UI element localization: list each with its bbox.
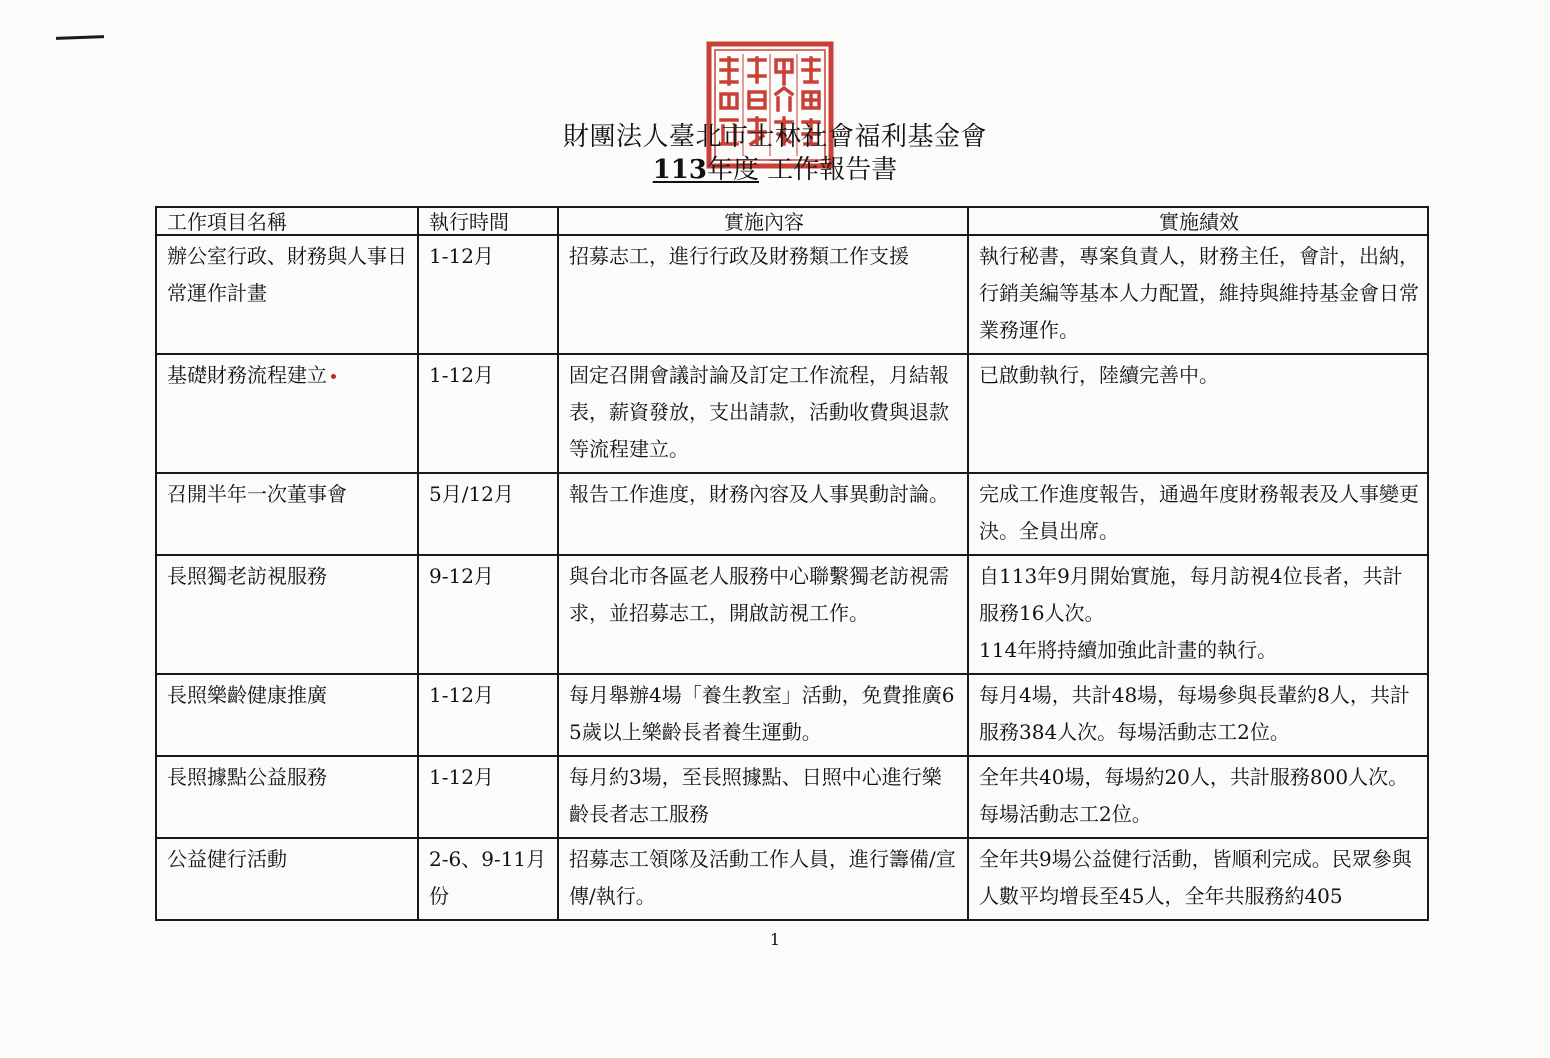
cell-content: 每月舉辦4場「養生教室」活動，免費推廣65歲以上樂齡長者養生運動。 <box>558 674 968 756</box>
cell-content: 固定召開會議討論及訂定工作流程，月結報表，薪資發放，支出請款，活動收費與退款等流程建立。 <box>558 354 968 473</box>
cell-time: 1-12月 <box>418 756 558 838</box>
cell-result: 每月4場，共計48場，每場參與長輩約8人，共計服務384人次。每場活動志工2位。 <box>968 674 1428 756</box>
cell-result: 完成工作進度報告，通過年度財務報表及人事變更決。全員出席。 <box>968 473 1428 555</box>
cell-time: 5月/12月 <box>418 473 558 555</box>
org-title: 財團法人臺北市士林社會福利基金會 <box>562 122 987 152</box>
table-row <box>156 354 1428 473</box>
cell-result: 全年共40場，每場約20人，共計服務800人次。每場活動志工2位。 <box>968 756 1428 838</box>
table-row <box>156 756 1428 838</box>
cell-result-extra: 114年將持續加強此計畫的執行。 <box>979 638 1278 662</box>
column-header-result: 實施績效 <box>968 207 1428 235</box>
cell-item-text: 基礎財務流程建立 <box>167 363 327 387</box>
report-title-text: 工作報告書 <box>767 155 898 185</box>
column-header-item: 工作項目名稱 <box>156 207 418 235</box>
cell-item: 長照樂齡健康推廣 <box>156 674 418 756</box>
cell-time: 1-12月 <box>418 354 558 473</box>
cell-time: 1-12月 <box>418 235 558 354</box>
work-report-table <box>155 206 1429 921</box>
cell-result <box>968 555 1428 674</box>
cell-content: 與台北市各區老人服務中心聯繫獨老訪視需求，並招募志工，開啟訪視工作。 <box>558 555 968 674</box>
cell-result: 執行秘書，專案負責人，財務主任，會計，出納，行銷美編等基本人力配置，維持與維持基金會日常業務運作。 <box>968 235 1428 354</box>
table-row <box>156 473 1428 555</box>
table-row <box>156 674 1428 756</box>
column-header-time: 執行時間 <box>418 207 558 235</box>
cell-result: 全年共9場公益健行活動，皆順利完成。民眾參與人數平均增長至45人，全年共服務約405 <box>968 838 1428 920</box>
cell-result-text: 自113年9月開始實施，每月訪視4位長者，共計服務16人次。 <box>979 564 1403 625</box>
cell-time: 1-12月 <box>418 674 558 756</box>
red-ink-dot <box>331 374 336 379</box>
cell-item: 長照獨老訪視服務 <box>156 555 418 674</box>
cell-content: 每月約3場，至長照據點、日照中心進行樂齡長者志工服務 <box>558 756 968 838</box>
cell-time: 2-6、9-11月份 <box>418 838 558 920</box>
report-year: 113年度 <box>652 155 759 185</box>
cell-item: 公益健行活動 <box>156 838 418 920</box>
corner-mark <box>56 35 104 40</box>
cell-item <box>156 354 418 473</box>
cell-result: 已啟動執行，陸續完善中。 <box>968 354 1428 473</box>
cell-time: 9-12月 <box>418 555 558 674</box>
table-row <box>156 838 1428 920</box>
table-row <box>156 235 1428 354</box>
cell-content: 招募志工，進行行政及財務類工作支援 <box>558 235 968 354</box>
report-title <box>0 149 1550 186</box>
table-row <box>156 555 1428 674</box>
cell-item: 長照據點公益服務 <box>156 756 418 838</box>
cell-content: 招募志工領隊及活動工作人員，進行籌備/宣傳/執行。 <box>558 838 968 920</box>
page-number: 1 <box>769 930 781 949</box>
cell-item: 辦公室行政、財務與人事日常運作計畫 <box>156 235 418 354</box>
cell-item: 召開半年一次董事會 <box>156 473 418 555</box>
cell-content: 報告工作進度，財務內容及人事異動討論。 <box>558 473 968 555</box>
table-header-row <box>156 207 1428 235</box>
column-header-content: 實施內容 <box>558 207 968 235</box>
